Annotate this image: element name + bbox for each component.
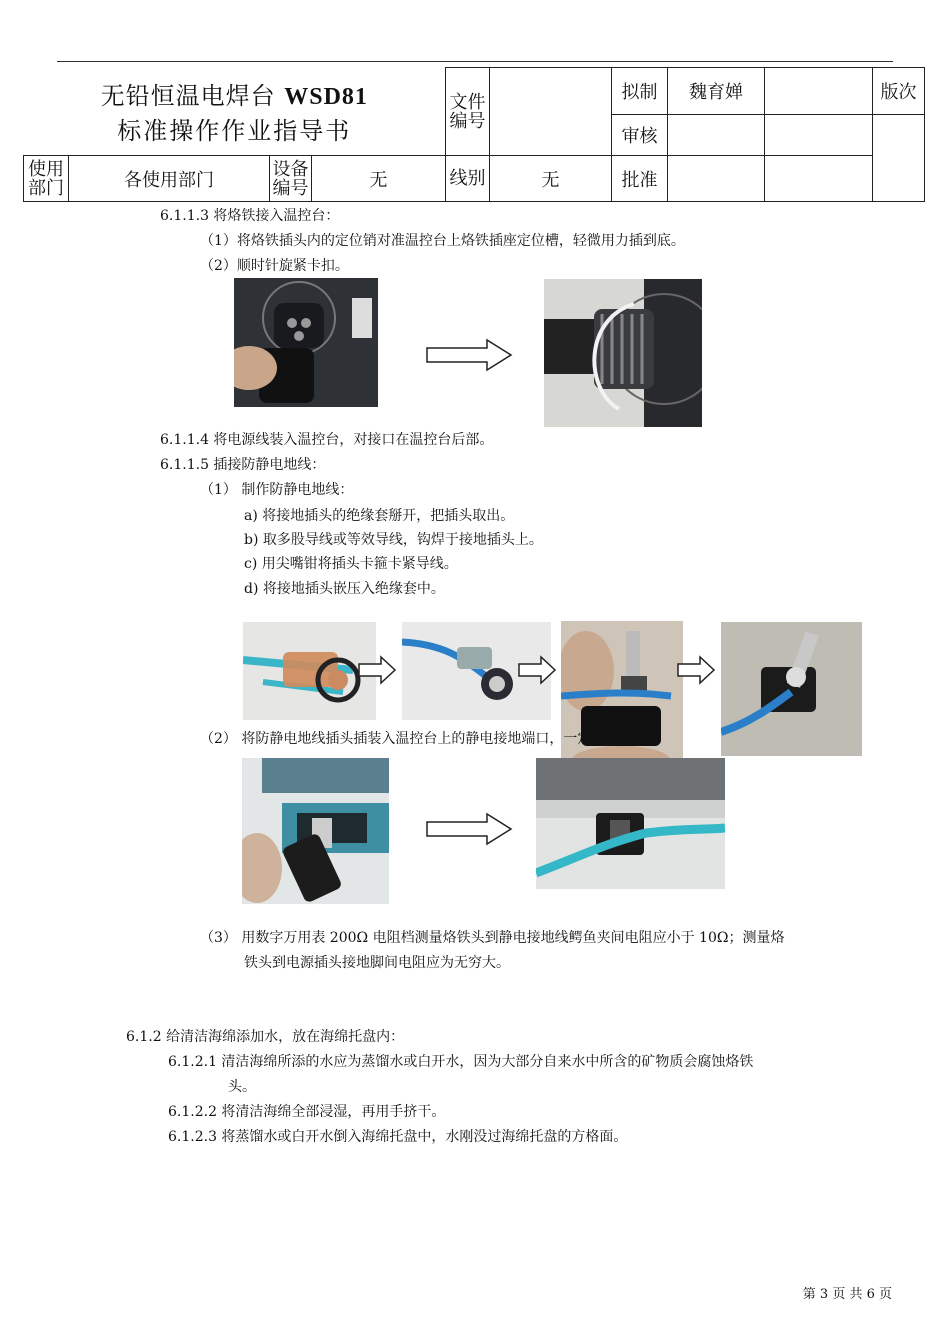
reviewed-blank [765,115,873,156]
step-6-1-2-2: 6.1.2.2 将清洁海绵全部浸湿，再用手挤干。 [168,1104,446,1120]
step-6-1-1-3-2: （2）顺时针旋紧卡扣。 [200,258,349,274]
step-6-1-1-4: 6.1.1.4 将电源线装入温控台，对接口在温控台后部。 [160,432,494,448]
arrow-right-icon [425,338,515,372]
step-6-1-1-5: 6.1.1.5 插接防静电地线： [160,457,326,473]
step-6-1-1-5-1-c: c) 用尖嘴钳将插头卡箍卡紧导线。 [244,556,458,572]
step-6-1-2-1-cont: 头。 [228,1079,256,1095]
arrow-right-icon [357,655,399,685]
drafted-value: 魏育婵 [668,68,765,115]
photo-ground-step-4 [721,622,862,756]
version-value [873,115,925,202]
step-6-1-1-5-2: （2） 将防静电地线插头插装入温控台上的静电接地端口，一定要装到底。 [200,731,662,747]
photo-rotate-lock [544,279,702,427]
approved-value [668,156,765,202]
document-title: 无铅恒温电焊台 WSD81 标准操作作业指导书 [100,82,368,146]
dept-value: 各使用部门 [69,156,270,202]
doc-no-label: 文件编号 [446,68,490,156]
step-6-1-1-5-3: （3） 用数字万用表 200Ω 电阻档测量烙铁头到静电接地线鳄鱼夹间电阻应小于 10Ω；测量烙 [200,930,785,946]
step-6-1-2: 6.1.2 给清洁海绵添加水，放在海绵托盘内： [126,1029,405,1045]
step-6-1-1-5-1-a: a) 将接地插头的绝缘套掰开，把插头取出。 [244,508,515,524]
version-label: 版次 [873,68,925,115]
photo-plug-insert [234,278,378,407]
reviewed-label: 审核 [612,115,668,156]
reviewed-value [668,115,765,156]
line-label: 线别 [446,156,490,202]
photo-ground-plug-insert [242,758,389,904]
page-number: 第 3 页 共 6 页 [802,1287,892,1302]
step-6-1-1-3: 6.1.1.3 将烙铁接入温控台： [160,208,340,224]
photo-ground-plug-installed [536,758,725,889]
equip-value: 无 [312,156,446,202]
step-6-1-2-1: 6.1.2.1 清洁海绵所添的水应为蒸馏水或白开水，因为大部分自来水中所含的矿物质会腐蚀烙铁 [168,1054,754,1070]
doc-no-value [490,68,612,156]
step-6-1-1-5-1: （1） 制作防静电地线： [200,482,354,498]
line-value: 无 [490,156,612,202]
approved-label: 批准 [612,156,668,202]
drafted-label: 拟制 [612,68,668,115]
approved-blank [765,156,873,202]
drafted-blank [765,68,873,115]
equip-label: 设备编号 [270,156,312,202]
step-6-1-1-5-1-d: d) 将接地插头嵌压入绝缘套中。 [244,581,445,597]
dept-label: 使用部门 [24,156,69,202]
step-6-1-1-3-1: （1）将烙铁插头内的定位销对准温控台上烙铁插座定位槽，轻微用力插到底。 [200,233,685,249]
step-6-1-1-5-1-b: b) 取多股导线或等效导线，钩焊于接地插头上。 [244,532,543,548]
arrow-right-icon [517,655,559,685]
step-6-1-1-5-3-cont: 铁头到电源插头接地脚间电阻应为无穷大。 [244,955,510,971]
header-top-rule [57,61,893,62]
arrow-right-icon [676,655,718,685]
arrow-right-icon [425,812,515,846]
document-header-table [23,67,925,202]
step-6-1-2-3: 6.1.2.3 将蒸馏水或白开水倒入海绵托盘中，水刚没过海绵托盘的方格面。 [168,1129,628,1145]
